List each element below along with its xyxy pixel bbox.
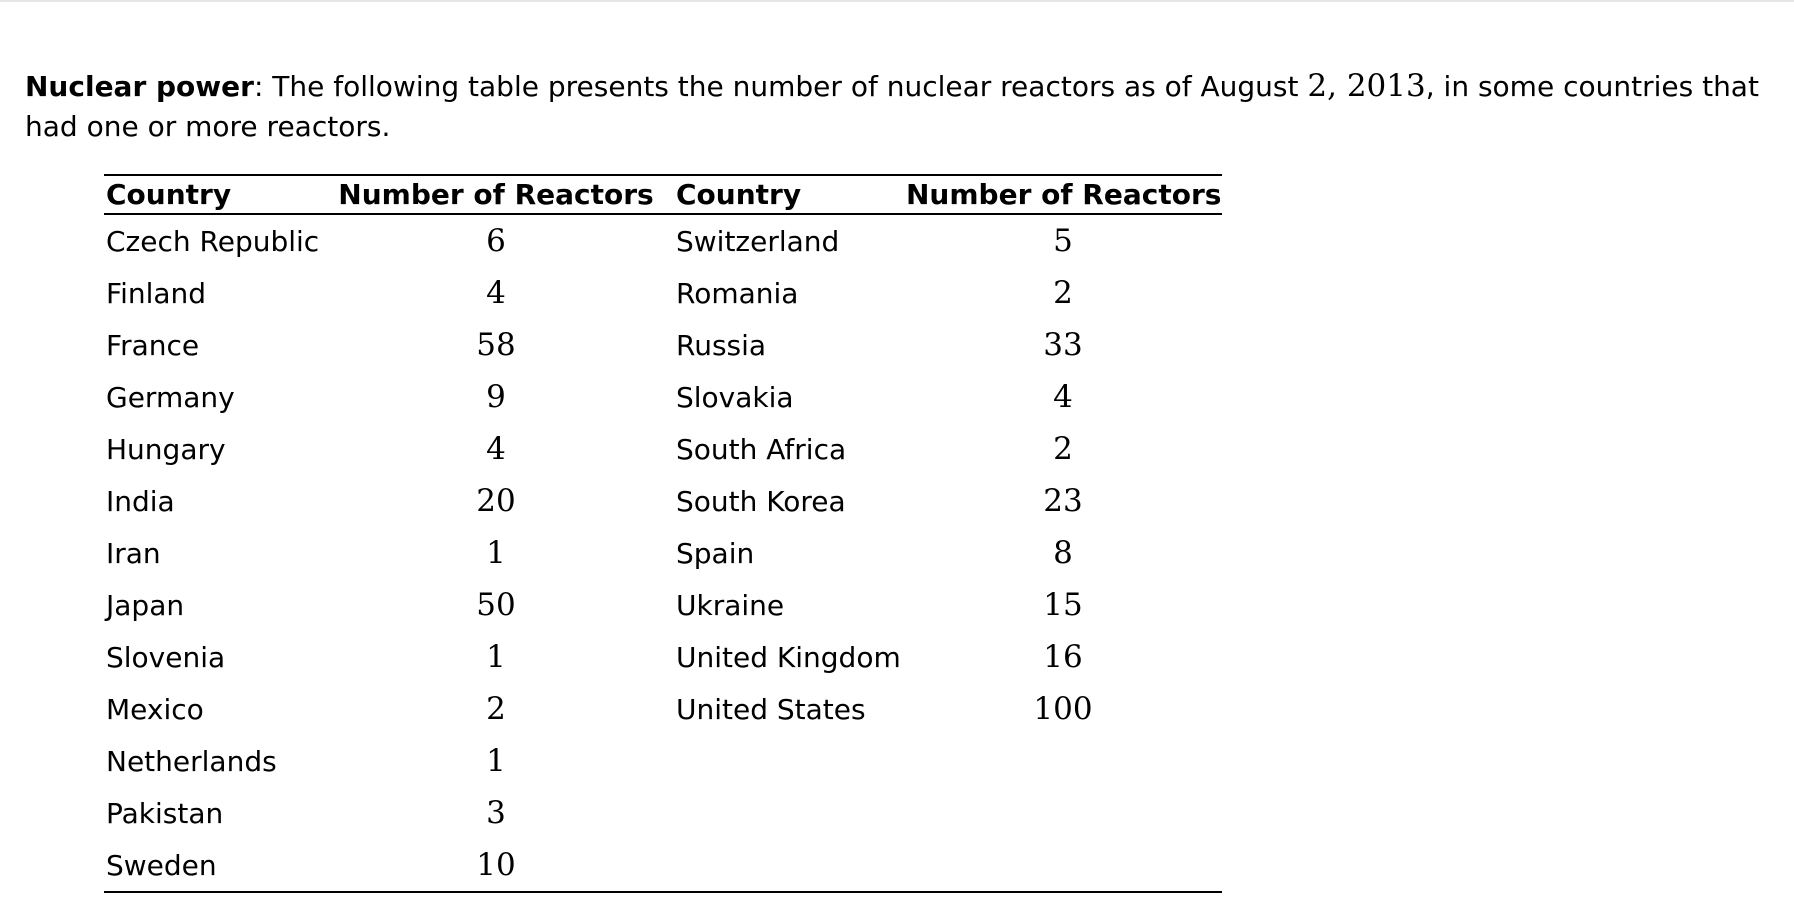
country-cell: Netherlands (106, 744, 277, 778)
table-row (104, 579, 1222, 631)
reactor-count-cell: 100 (1033, 691, 1093, 727)
reactor-count-cell (904, 735, 1222, 787)
table-row (104, 631, 1222, 683)
country-cell (674, 839, 904, 892)
table-row (104, 423, 1222, 475)
reactor-count-cell (904, 787, 1222, 839)
reactor-count-cell: 5 (1053, 223, 1073, 259)
table-row (104, 371, 1222, 423)
country-cell: Pakistan (106, 796, 224, 830)
country-cell: Slovenia (106, 640, 226, 674)
country-cell: Mexico (106, 692, 204, 726)
table-row (104, 683, 1222, 735)
header-country-1: Country (106, 178, 232, 211)
top-divider (0, 0, 1794, 2)
country-cell: India (106, 484, 175, 518)
reactor-count-cell (904, 839, 1222, 892)
country-cell: South Korea (676, 484, 846, 518)
reactor-count-cell: 33 (1043, 327, 1083, 363)
table-row (104, 787, 1222, 839)
country-cell: Spain (676, 536, 755, 570)
table-row (104, 214, 1222, 267)
reactors-table-container (104, 174, 1222, 893)
header-country-2: Country (676, 178, 802, 211)
reactor-count-cell: 16 (1043, 639, 1083, 675)
reactor-count-cell: 3 (486, 795, 506, 831)
reactor-count-cell: 1 (486, 535, 506, 571)
reactor-count-cell: 6 (486, 223, 506, 259)
reactor-count-cell: 50 (476, 587, 516, 623)
table-header (104, 175, 1222, 214)
country-cell: Czech Republic (106, 224, 320, 258)
country-cell (674, 735, 904, 787)
reactor-count-cell: 1 (486, 639, 506, 675)
reactor-count-cell: 2 (1053, 275, 1073, 311)
country-cell: Ukraine (676, 588, 785, 622)
table-row (104, 839, 1222, 892)
country-cell: United States (676, 692, 866, 726)
country-cell: Hungary (106, 432, 226, 466)
intro-lead: Nuclear power (25, 70, 254, 103)
table-row (104, 527, 1222, 579)
table-row (104, 475, 1222, 527)
intro-text-before: : The following table presents the number of nuclear reactors as of August (253, 70, 1308, 103)
country-cell: Germany (106, 380, 235, 414)
reactor-count-cell: 10 (476, 847, 516, 883)
reactor-count-cell: 15 (1043, 587, 1083, 623)
intro-paragraph (25, 66, 1775, 147)
country-cell: Romania (676, 276, 799, 310)
reactor-count-cell: 2 (1053, 431, 1073, 467)
reactor-count-cell: 2 (486, 691, 506, 727)
country-cell: Iran (106, 536, 161, 570)
table-row (104, 267, 1222, 319)
reactor-count-cell: 9 (486, 379, 506, 415)
header-reactors-2: Number of Reactors (906, 178, 1222, 211)
reactor-count-cell: 23 (1043, 483, 1083, 519)
reactors-table (104, 174, 1222, 893)
reactor-count-cell: 4 (486, 275, 506, 311)
table-row (104, 735, 1222, 787)
country-cell: Japan (106, 588, 185, 622)
country-cell: Finland (106, 276, 207, 310)
reactor-count-cell: 4 (1053, 379, 1073, 415)
country-cell: Russia (676, 328, 767, 362)
intro-comma: , (1327, 68, 1347, 104)
table-body (104, 214, 1222, 892)
country-cell: Slovakia (676, 380, 794, 414)
header-reactors-1: Number of Reactors (338, 178, 654, 211)
country-cell (674, 787, 904, 839)
reactor-count-cell: 4 (486, 431, 506, 467)
country-cell: South Africa (676, 432, 847, 466)
reactor-count-cell: 1 (486, 743, 506, 779)
country-cell: United Kingdom (676, 640, 901, 674)
reactor-count-cell: 8 (1053, 535, 1073, 571)
reactor-count-cell: 20 (476, 483, 516, 519)
table-row (104, 319, 1222, 371)
intro-text-after: , in some countries that had one or more reactors. (25, 70, 1759, 143)
header-row (104, 175, 1222, 214)
country-cell: Sweden (106, 848, 217, 882)
reactor-count-cell: 58 (476, 327, 516, 363)
intro-date-year: 2013 (1346, 68, 1426, 104)
intro-date-day: 2 (1307, 68, 1328, 104)
country-cell: Switzerland (676, 224, 840, 258)
country-cell: France (106, 328, 200, 362)
